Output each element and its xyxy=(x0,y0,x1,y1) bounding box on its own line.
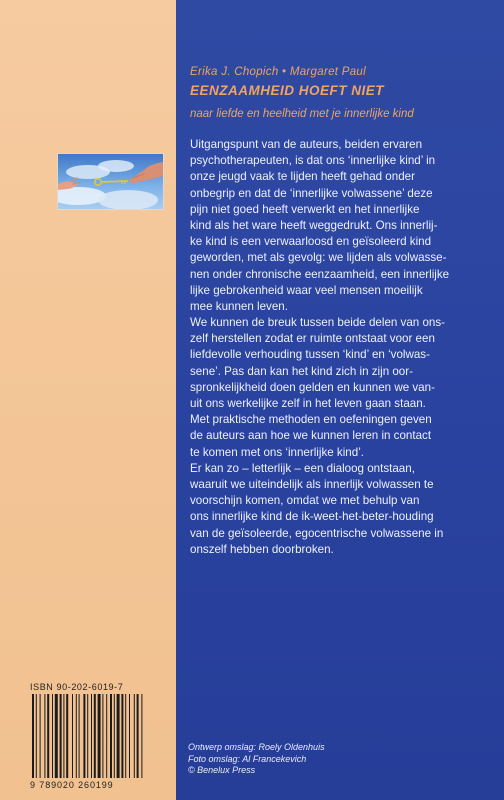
book-title: EENZAAMHEID HOEFT NIET xyxy=(190,83,385,98)
blurb-line: psychotherapeuten, is dat ons ‘innerlijke kind’ in xyxy=(190,154,436,168)
blurb-line: uit ons werkelijke zelf in het leven gaan staan. xyxy=(190,397,426,410)
blurb-line: waaruit we uiteindelijk als innerlijk volwassen te xyxy=(190,477,434,491)
blurb-line: Met praktische methoden en oefeningen geven xyxy=(190,413,432,427)
blurb-line: kind als het ware heeft weggedrukt. Ons innerlij- xyxy=(190,218,438,232)
isbn-barcode xyxy=(30,682,180,790)
blurb-line: mee kunnen leven. xyxy=(190,299,288,313)
credit-line: Ontwerp omslag: Roely Oldenhuis xyxy=(188,742,325,752)
blurb-line: We kunnen de breuk tussen beide delen van ons- xyxy=(190,316,446,330)
barcode-number: 9 789020 260199 xyxy=(30,780,114,790)
blurb-line: onbegrip en dat de ‘innerlijke volwassene’ deze xyxy=(190,186,433,200)
credit-line: Foto omslag: Al Francekevich xyxy=(188,753,307,764)
credit-line: © Benelux Press xyxy=(188,765,256,775)
blurb-line: zelf herstellen zodat er ruimte ontstaat voor een xyxy=(190,332,435,346)
blurb-line: de auteurs aan hoe we kunnen leren in contact xyxy=(190,429,432,443)
blurb-line: lijke gebrokenheid waar veel mensen moeilijk xyxy=(190,283,423,297)
blurb-line: voorschijn komen, omdat we met behulp van xyxy=(190,494,420,508)
blurb-line: ke kind is een verwaarloosd en geïsoleerd kind xyxy=(190,235,432,249)
blurb-line: Er kan zo – letterlijk – een dialoog ontstaan, xyxy=(190,461,415,475)
blurb-line: ons innerlijke kind de ik-weet-het-beter-houding xyxy=(190,510,434,524)
cover-credits xyxy=(188,742,325,777)
isbn-label: ISBN 90-202-6019-7 xyxy=(30,682,124,692)
blurb-line: onszelf hebben doorbroken. xyxy=(190,542,334,556)
authors: Erika J. Chopich • Margaret Paul xyxy=(190,66,366,78)
blurb-line: sene’. Pas dan kan het kind zich in zijn oor- xyxy=(190,364,413,378)
photo-illustration xyxy=(58,154,163,209)
blurb-text xyxy=(190,137,486,558)
blurb-line: te komen met ons ‘innerlijke kind’. xyxy=(190,445,364,459)
book-subtitle: naar liefde en heelheid met je innerlijke kind xyxy=(190,108,414,120)
left-peach-panel xyxy=(0,0,176,800)
blurb-line: geworden, met als gevolg: we lijden als volwasse- xyxy=(190,251,447,265)
blurb-line: nen onder chronische eenzaamheid, een innerlijke xyxy=(190,267,450,281)
blurb-line: Uitgangspunt van de auteurs, beiden ervaren xyxy=(190,138,423,151)
barcode-bars xyxy=(30,694,178,780)
blurb-line: van de geïsoleerde, egocentrische volwassene in xyxy=(190,526,444,540)
blurb-line: spronkelijkheid doen gelden en kunnen we van- xyxy=(190,380,435,394)
blurb-line: pijn niet goed heeft verwerkt en het innerlijke xyxy=(190,202,420,216)
cover-photo-hands-with-key xyxy=(57,153,164,210)
blurb-line: onze jeugd vaak te lijden heeft gehad onder xyxy=(190,170,415,184)
blurb-line: liefdevolle verhouding tussen ‘kind’ en ‘volwas- xyxy=(190,348,430,362)
